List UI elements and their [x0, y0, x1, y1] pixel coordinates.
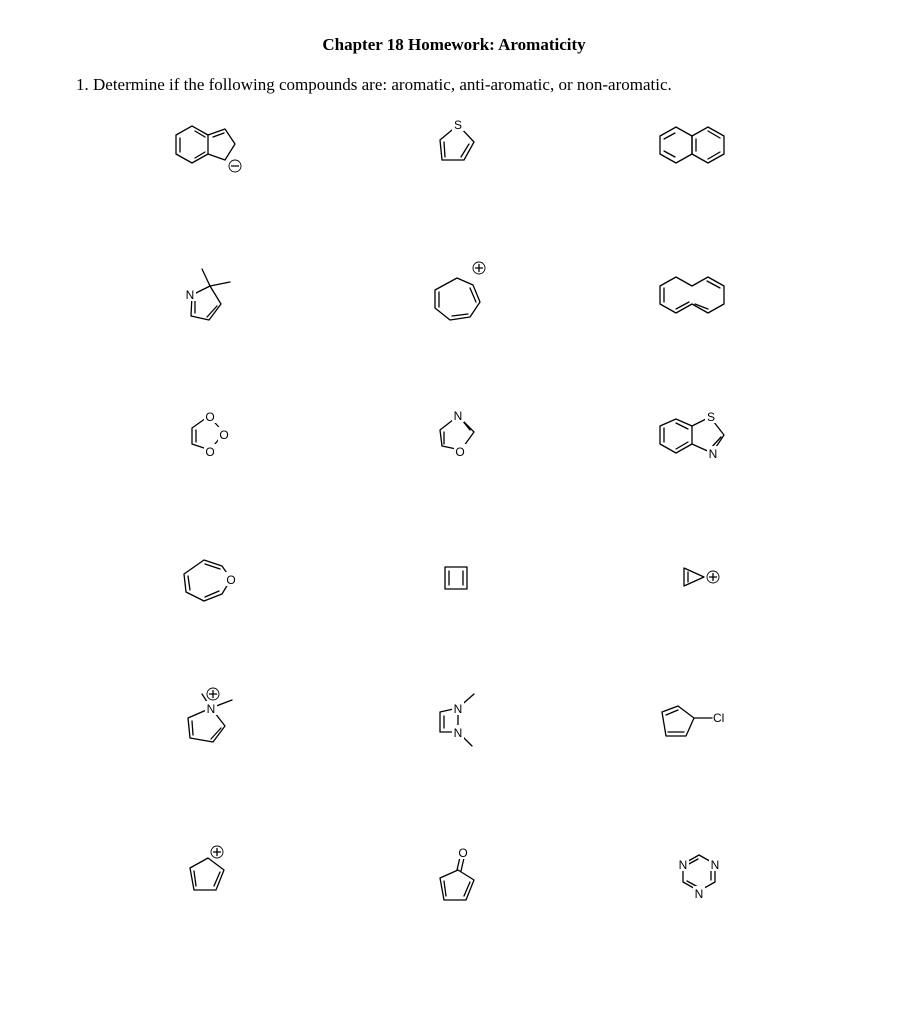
cyclobutadiene-icon	[440, 562, 474, 596]
benzothiazole-nitrogen-label: N	[708, 447, 718, 461]
diazete-nitrogen-label-1: N	[453, 702, 463, 716]
oxepine-icon	[176, 546, 246, 616]
page-title: Chapter 18 Homework: Aromaticity	[322, 35, 586, 54]
tropylium-cation-icon	[425, 258, 495, 330]
triazine-nitrogen-label-3: N	[694, 887, 704, 901]
naphthalene-icon	[652, 118, 742, 168]
nitrogen-atom-label: N	[185, 288, 195, 302]
chlorine-atom-label: Cl	[713, 711, 725, 725]
carbonyl-oxygen-label: O	[458, 846, 468, 860]
oxygen-atom-label-3: O	[205, 445, 215, 459]
chlorocyclopentadiene-icon	[654, 698, 744, 748]
dimethyl-diazole-icon	[430, 684, 490, 754]
trioxole-icon	[182, 402, 242, 462]
oxazole-nitrogen-label: N	[453, 409, 463, 423]
indenyl-anion-icon	[168, 112, 278, 182]
pyrrolium-nitrogen-label: N	[206, 702, 216, 716]
triazine-icon	[664, 842, 734, 912]
sulfur-atom-label: S	[453, 118, 463, 132]
cyclopentadienyl-cation-icon	[180, 838, 240, 898]
triazine-nitrogen-label-1: N	[678, 858, 688, 872]
benzothiazole-sulfur-label: S	[706, 410, 716, 424]
oxazole-oxygen-label: O	[455, 445, 465, 459]
triazine-nitrogen-label-2: N	[710, 858, 720, 872]
question-prompt: 1. Determine if the following compounds are: aromatic, anti-aromatic, or non-aromatic.	[76, 75, 672, 94]
bicyclic-polyene-icon	[652, 268, 742, 318]
oxygen-atom-label-1: O	[205, 410, 215, 424]
cyclopropenyl-cation-icon	[678, 562, 728, 592]
thiophene-icon	[430, 112, 480, 170]
dimethyl-pyrroline-icon	[172, 262, 252, 334]
oxazole-icon	[430, 402, 490, 462]
dimethyl-pyrrolium-icon	[176, 684, 256, 754]
oxygen-atom-label-2: O	[219, 428, 229, 442]
diazete-nitrogen-label-2: N	[453, 726, 463, 740]
oxepine-oxygen-label: O	[226, 573, 236, 587]
cyclopentadienone-icon	[430, 842, 490, 908]
benzothiazole-icon	[652, 402, 742, 466]
